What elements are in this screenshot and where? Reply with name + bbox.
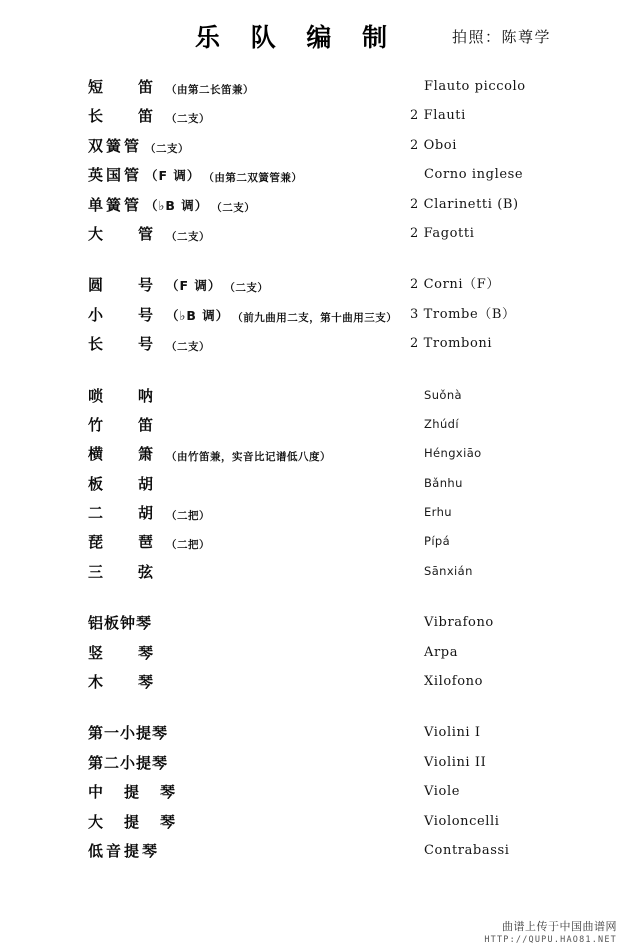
instrument-name-cn: 低音提琴 <box>88 841 161 860</box>
photo-credit: 拍照：陈尊学 <box>452 28 552 46</box>
watermark-text: 曲谱上传于中国曲谱网 <box>502 920 617 933</box>
instrument-name-cn-cell <box>88 498 210 527</box>
instrument-name-cn-cell <box>88 329 210 358</box>
instrument-name-italian: Arpa <box>424 644 459 660</box>
instrument-note: （二支） <box>166 230 211 243</box>
instrument-name-cn-cell <box>88 300 397 329</box>
instrument-name-cn: 唢 呐 <box>88 386 164 405</box>
instrument-key: （F 调） <box>166 278 222 294</box>
instrument-list <box>0 72 623 865</box>
instrument-name-italian: Violini I <box>424 725 481 741</box>
watermark <box>484 918 617 945</box>
instrument-name-cn: 长 笛 <box>88 107 164 126</box>
instrument-name-cn-cell <box>88 469 163 498</box>
instrument-name-cn-cell <box>88 667 163 696</box>
instrument-name-cn: 长 号 <box>88 335 164 354</box>
instrument-name-pinyin: Héngxiāo <box>424 446 482 461</box>
instrument-note: （二支） <box>166 341 211 354</box>
instrument-name-cn-cell <box>88 777 178 806</box>
instrument-note: （二把） <box>166 539 211 552</box>
instrument-name-italian: 2 Flauti <box>410 108 466 124</box>
instrument-name-cn: 第一小提琴 <box>88 724 169 743</box>
instrument-name-cn-cell <box>88 527 210 556</box>
instrument-name-cn: 单簧管 <box>88 195 143 214</box>
instrument-name-cn: 圆 号 <box>88 276 164 295</box>
instrument-name-cn-cell <box>88 101 210 130</box>
instrument-row <box>0 498 623 527</box>
instrument-note: （二支） <box>145 142 190 155</box>
instrument-note: （二支） <box>224 282 269 295</box>
instrument-note: （二支） <box>166 113 211 126</box>
instrument-name-italian: Vibrafono <box>424 615 494 631</box>
instrument-note: （二把） <box>166 510 211 523</box>
instrument-name-cn: 短 笛 <box>88 78 164 96</box>
instrument-note: （前九曲用二支，第十曲用三支） <box>232 311 398 324</box>
instrument-key: （♭B 调） <box>166 307 230 323</box>
instrument-row <box>0 777 623 806</box>
instrument-row <box>0 190 623 219</box>
instrument-row <box>0 410 623 439</box>
instrument-name-cn: 二 胡 <box>88 504 164 523</box>
instrument-name-cn-cell <box>88 72 254 101</box>
instrument-name-cn-cell <box>88 131 189 160</box>
instrument-name-italian: 2 Corni（F） <box>410 277 500 293</box>
instrument-name-cn-cell <box>88 219 210 248</box>
instrument-name-pinyin: Sānxián <box>424 563 473 578</box>
instrument-row <box>0 667 623 696</box>
instrument-group-woodwinds <box>0 72 623 248</box>
instrument-name-cn: 琵 琶 <box>88 533 164 552</box>
instrument-row <box>0 469 623 498</box>
instrument-name-italian: Violini II <box>424 754 487 770</box>
instrument-row <box>0 807 623 836</box>
instrument-row <box>0 131 623 160</box>
instrument-row <box>0 638 623 667</box>
instrument-note: （二支） <box>211 201 256 214</box>
instrument-name-cn: 三 弦 <box>88 562 164 581</box>
instrument-name-cn: 第二小提琴 <box>88 753 169 772</box>
instrument-row <box>0 718 623 747</box>
instrument-name-cn-cell <box>88 410 163 439</box>
instrument-name-italian: 2 Fagotti <box>410 225 475 241</box>
instrument-row <box>0 329 623 358</box>
page-title: 乐 队 编 制 <box>195 23 399 52</box>
instrument-name-cn: 横 箫 <box>88 445 164 464</box>
instrument-group-chinese-instruments <box>0 381 623 587</box>
instrument-row <box>0 439 623 468</box>
instrument-group-strings <box>0 718 623 865</box>
instrument-row <box>0 300 623 329</box>
instrument-name-cn-cell <box>88 638 163 667</box>
instrument-name-italian: Contrabassi <box>424 842 510 858</box>
instrument-name-italian: Corno inglese <box>424 167 524 183</box>
instrument-name-cn: 竖 琴 <box>88 643 164 662</box>
instrument-row <box>0 101 623 130</box>
instrument-name-italian: Viole <box>424 784 460 800</box>
instrument-name-italian: Flauto piccolo <box>424 79 526 94</box>
instrument-name-cn: 竹 笛 <box>88 415 164 434</box>
instrument-name-cn: 小 号 <box>88 305 164 324</box>
instrument-name-cn: 双簧管 <box>88 136 143 155</box>
instrument-row <box>0 219 623 248</box>
instrument-name-cn-cell <box>88 608 152 637</box>
instrument-name-cn-cell <box>88 718 168 747</box>
instrument-name-pinyin: Zhúdí <box>424 416 459 431</box>
instrument-name-cn-cell <box>88 381 163 410</box>
instrument-row <box>0 748 623 777</box>
instrument-name-italian: Xilofono <box>424 674 484 690</box>
instrument-name-cn-cell <box>88 160 302 189</box>
instrument-name-cn-cell <box>88 748 168 777</box>
instrument-note: （由第二双簧管兼） <box>203 172 303 185</box>
instrument-key: （F 调） <box>145 168 201 184</box>
instrument-name-cn-cell <box>88 439 331 468</box>
instrument-name-cn: 中 提 琴 <box>88 783 179 802</box>
instrument-name-italian: 2 Clarinetti (B) <box>410 196 519 212</box>
instrument-name-cn: 木 琴 <box>88 673 164 692</box>
instrument-note: （由竹笛兼，实音比记谱低八度） <box>166 451 332 464</box>
instrument-name-pinyin: Pípá <box>424 534 451 549</box>
instrument-name-cn-cell <box>88 836 160 865</box>
instrument-name-cn-cell <box>88 270 268 299</box>
instrument-row <box>0 72 623 101</box>
instrument-row <box>0 381 623 410</box>
instrument-name-cn-cell <box>88 557 163 586</box>
instrument-row <box>0 557 623 586</box>
instrument-name-pinyin: Bǎnhu <box>424 475 463 490</box>
instrument-name-pinyin: Erhu <box>424 505 452 520</box>
instrument-note: （由第二长笛兼） <box>166 84 255 96</box>
instrument-name-cn: 铝板钟琴 <box>88 614 153 633</box>
instrument-name-cn-cell <box>88 190 255 219</box>
instrument-name-cn: 英国管 <box>88 166 143 185</box>
instrument-name-italian: 3 Trombe（B） <box>410 306 516 322</box>
instrument-name-cn: 大 提 琴 <box>88 812 179 831</box>
watermark-url: HTTP://QUPU.HAO81.NET <box>484 935 617 945</box>
instrument-row <box>0 836 623 865</box>
instrument-name-italian: 2 Tromboni <box>410 336 493 352</box>
instrument-name-pinyin: Suǒnà <box>424 387 462 402</box>
instrument-key: （♭B 调） <box>145 197 209 213</box>
instrument-row <box>0 270 623 299</box>
instrument-row <box>0 527 623 556</box>
instrument-row <box>0 608 623 637</box>
instrument-name-cn: 大 管 <box>88 224 164 243</box>
instrument-name-italian: 2 Oboi <box>410 137 457 153</box>
instrument-row <box>0 160 623 189</box>
instrument-group-brass <box>0 270 623 358</box>
page-header <box>0 18 623 64</box>
instrument-group-percussion-harp <box>0 608 623 696</box>
instrument-name-cn-cell <box>88 807 178 836</box>
instrument-name-cn: 板 胡 <box>88 474 164 493</box>
instrument-name-italian: Violoncelli <box>424 813 500 829</box>
